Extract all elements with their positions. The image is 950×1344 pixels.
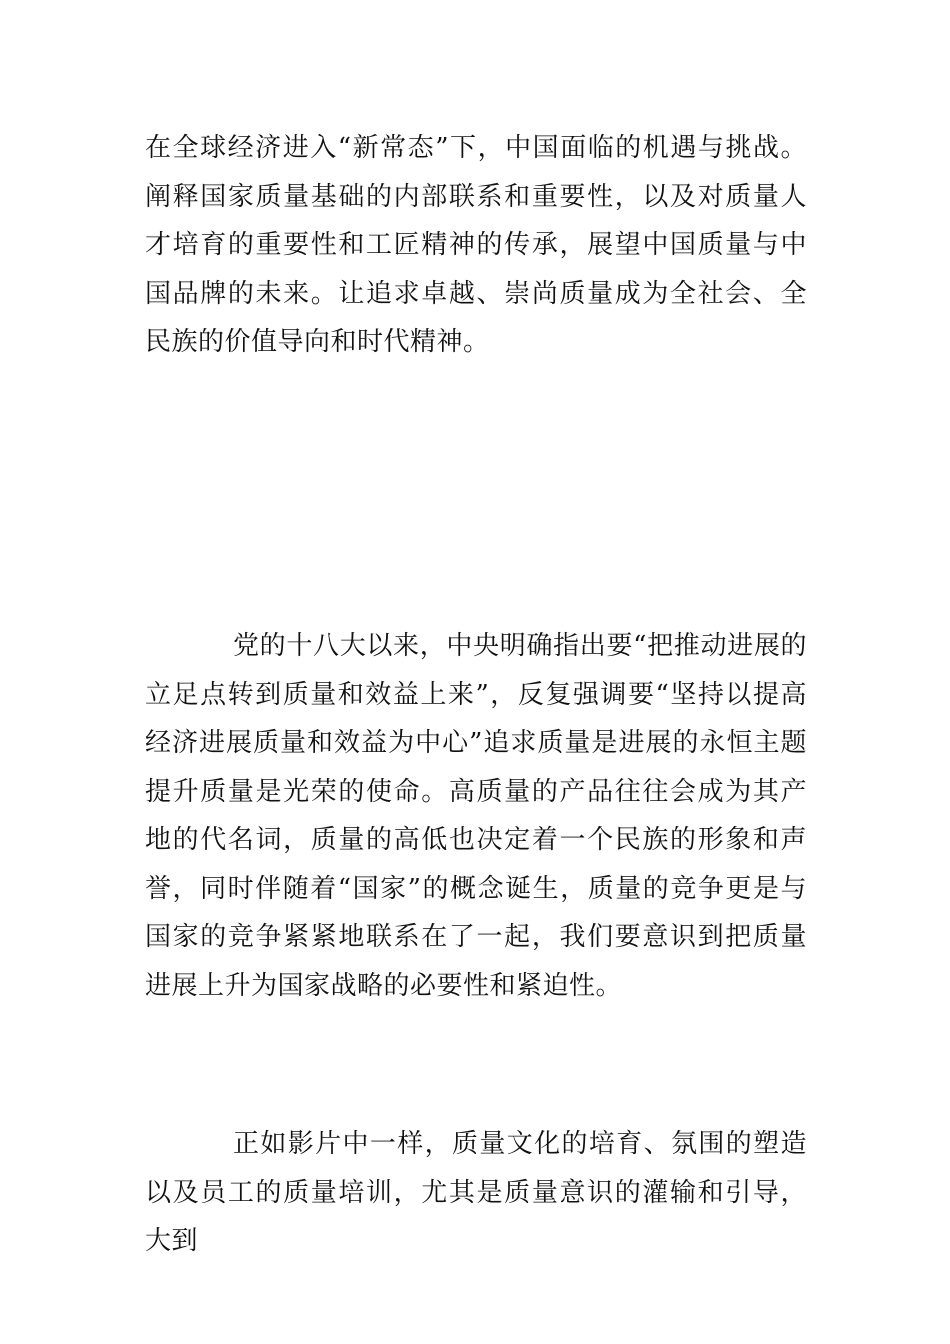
paragraph-3: 正如影片中一样，质量文化的培育、氛围的塑造以及员工的质量培训，尤其是质量意识的灌输和引导，大到: [145, 1129, 807, 1256]
paragraph-2: 党的十八大以来，中央明确指出要“把推动进展的立足点转到质量和效益上来”，反复强调要“坚持以提高经济进展质量和效益为中心”追求质量是进展的永恒主题提升质量是光荣的使命。高质量的产品往往会成为其产地的代名词，质量的高低也决定着一个民族的形象和声誉，同时伴随着“国家”的概念诞生，质量的竞争更是与国家的竞争紧紧地联系在了一起，我们要意识到把质量进展上升为国家战略的必要性和紧迫性。: [145, 631, 807, 1001]
paragraph-1: 在全球经济进入“新常态”下，中国面临的机遇与挑战。阐释国家质量基础的内部联系和重要性，以及对质量人才培育的重要性和工匠精神的传承，展望中国质量与中国品牌的未来。让追求卓越、崇尚质量成为全社会、全民族的价值导向和时代精神。: [145, 133, 807, 357]
